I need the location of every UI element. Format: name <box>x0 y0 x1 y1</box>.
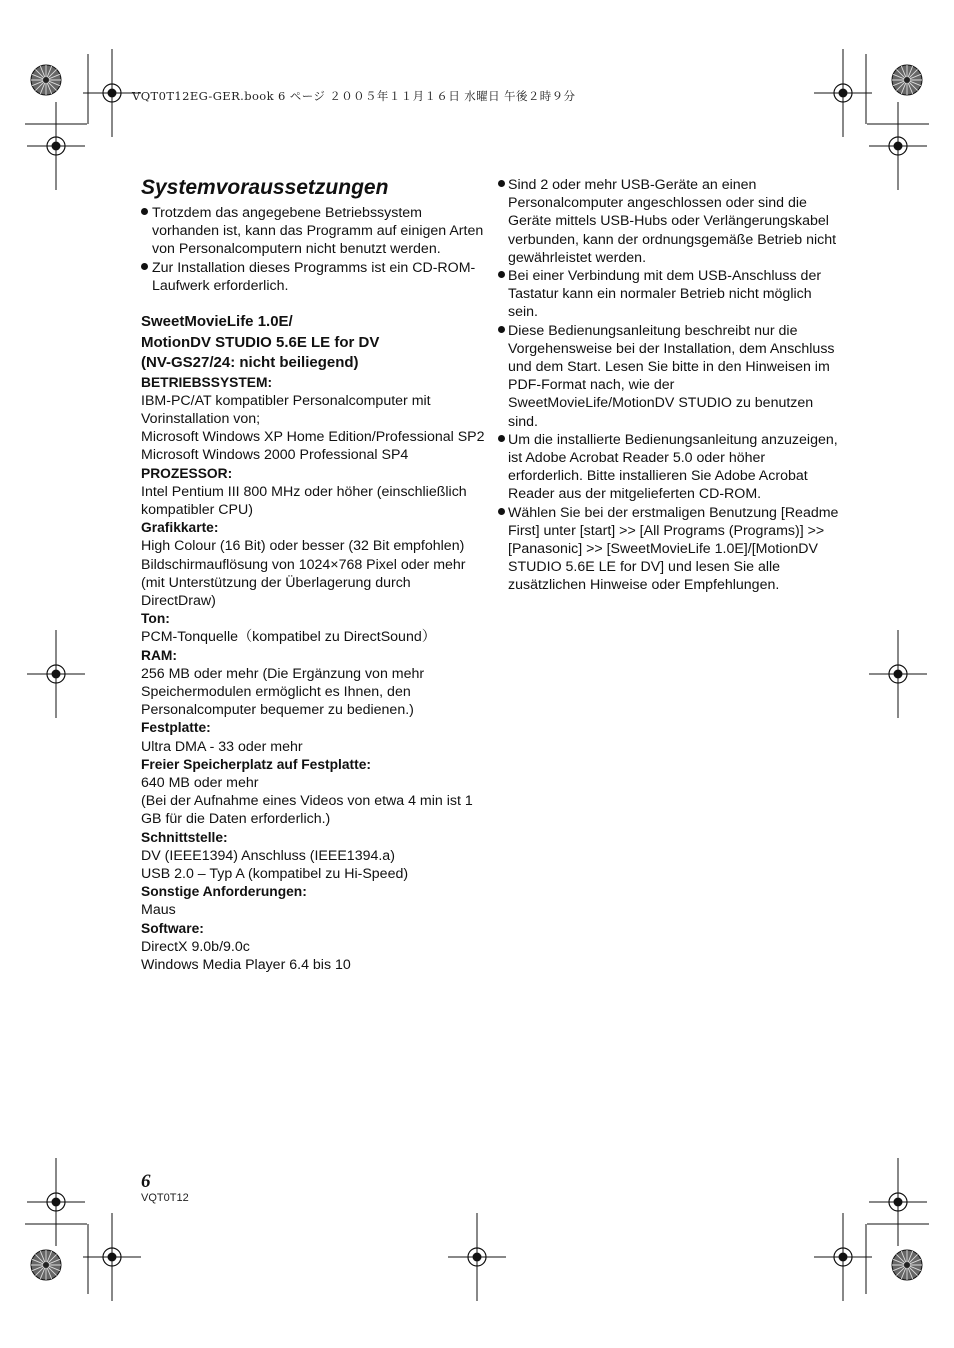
section-text: High Colour (16 Bit) oder besser (32 Bit empfohlen) <box>141 538 465 555</box>
section-text: DV (IEEE1394) Anschluss (IEEE1394.a) <box>141 847 395 864</box>
crosshair-mark <box>27 1158 85 1246</box>
bullet-text: Um die installierte Bedienungsanleitung anzuzeigen, ist Adobe Acrobat Reader 5.0 oder höher erforderlich. Bitte installieren Sie Adobe Acrobat Reader aus der mitgelieferten CD-ROM. <box>508 431 838 503</box>
section-text: Microsoft Windows 2000 Professional SP4 <box>141 447 409 464</box>
list-item <box>498 431 843 504</box>
dial-mark-top-right <box>892 65 922 95</box>
dial-mark-top-left <box>31 65 61 95</box>
bullet-dot-icon <box>141 208 148 215</box>
document-code: VQT0T12 <box>141 1192 189 1204</box>
section-text: Maus <box>141 902 176 919</box>
bullet-dot-icon <box>498 180 505 187</box>
dial-mark-bottom-right <box>892 1250 922 1280</box>
bullet-text: Sind 2 oder mehr USB-Geräte an einen Personalcomputer angeschlossen oder sind die Geräte mittels USB-Hubs oder Verlängerungskabel verbunden, kann der ordnungsgemäße Betrieb nicht gewährleistet werden. <box>508 177 837 266</box>
list-item <box>141 259 486 295</box>
section-text: Intel Pentium III 800 MHz oder höher (einschließlich kompatibler CPU) <box>141 483 467 518</box>
dial-mark-bottom-left <box>31 1250 61 1280</box>
section-label: Ton: <box>141 611 170 627</box>
print-header-info: VQT0T12EG-GER.book 6 ページ ２００５年１１月１６日 水曜日 午後２時９分 <box>132 89 576 103</box>
requirement-interface <box>141 829 486 884</box>
list-item <box>141 204 486 259</box>
bullet-text: Trotzdem das angegebene Betriebssystem vorhanden ist, kann das Programm auf einigen Arten von Personalcomputern nicht benutzt werden. <box>152 205 484 258</box>
crosshair-mark <box>27 630 85 718</box>
list-item <box>498 322 843 431</box>
right-column <box>498 176 843 595</box>
section-text: Bildschirmauflösung von 1024×768 Pixel oder mehr (mit Unterstützung der Überlagerung durch DirectDraw) <box>141 556 466 609</box>
section-text: IBM-PC/AT kompatibler Personalcomputer mit Vorinstallation von; <box>141 392 431 427</box>
crosshair-mark <box>448 1213 506 1301</box>
product-heading <box>141 312 486 374</box>
section-text: Ultra DMA - 33 oder mehr <box>141 738 303 755</box>
requirement-os <box>141 374 486 465</box>
crosshair-mark <box>814 49 872 137</box>
section-label: PROZESSOR: <box>141 465 233 481</box>
bullet-dot-icon <box>498 271 505 278</box>
section-label: Software: <box>141 920 204 936</box>
list-item <box>498 176 843 267</box>
section-text: 640 MB oder mehr <box>141 774 259 791</box>
product-heading-line: MotionDV STUDIO 5.6E LE for DV <box>141 333 380 351</box>
crosshair-mark <box>83 1213 141 1301</box>
requirement-graphics <box>141 519 486 610</box>
product-heading-line: (NV-GS27/24: nicht beiliegend) <box>141 354 359 372</box>
requirement-sound <box>141 610 486 646</box>
section-label: BETRIEBSSYSTEM: <box>141 374 273 390</box>
page-number: 6 <box>141 1171 151 1192</box>
right-bullet-list <box>498 176 843 595</box>
crosshair-mark <box>869 1158 927 1246</box>
left-column <box>141 175 486 974</box>
list-item <box>498 504 843 595</box>
bullet-dot-icon <box>498 326 505 333</box>
bullet-text: Diese Bedienungsanleitung beschreibt nur die Vorgehensweise bei der Installation, dem Anschluss und dem Start. Lesen Sie bitte in den Hinweisen im PDF-Format nach, wie der SweetMovieLife/MotionDV STUDIO zu benutzen sind. <box>508 322 835 430</box>
page-title: Systemvoraussetzungen <box>141 176 389 199</box>
bullet-text: Wählen Sie bei der erstmaligen Benutzung [Readme First] unter [start] >> [All Programs (Programs)] >> [Panasonic] >> [SweetMovieLife 1.0E]/[MotionDV STUDIO 5.6E LE for DV] und lesen Sie alle zusätzlichen Hinweise oder Empfehlungen. <box>508 504 839 594</box>
requirement-other <box>141 883 486 919</box>
section-label: Festplatte: <box>141 720 211 736</box>
section-label: Sonstige Anforderungen: <box>141 884 307 900</box>
bullet-dot-icon <box>498 435 505 442</box>
section-label: Grafikkarte: <box>141 520 219 536</box>
section-text: Windows Media Player 6.4 bis 10 <box>141 957 351 974</box>
requirement-software <box>141 920 486 975</box>
crosshair-mark <box>869 630 927 718</box>
list-item <box>498 267 843 322</box>
section-text: Microsoft Windows XP Home Edition/Professional SP2 <box>141 429 485 446</box>
bullet-dot-icon <box>498 508 505 515</box>
bullet-text: Zur Installation dieses Programms ist ein CD-ROM-Laufwerk erforderlich. <box>152 259 476 294</box>
section-text: DirectX 9.0b/9.0c <box>141 938 250 955</box>
requirement-hard-disk <box>141 719 486 755</box>
section-text: 256 MB oder mehr (Die Ergänzung von mehr Speichermodulen ermöglicht es Ihnen, den Personalcomputer bequemer zu bedienen.) <box>141 665 425 719</box>
section-label: Freier Speicherplatz auf Festplatte: <box>141 756 372 772</box>
left-bullet-list <box>141 204 486 295</box>
crosshair-mark <box>814 1213 872 1301</box>
section-label: Schnittstelle: <box>141 829 228 845</box>
bullet-text: Bei einer Verbindung mit dem USB-Anschluss der Tastatur kann ein normaler Betrieb nicht möglich sein. <box>508 268 822 321</box>
product-heading-line: SweetMovieLife 1.0E/ <box>141 313 293 331</box>
crosshair-mark <box>869 102 927 190</box>
section-text: (Bei der Aufnahme eines Videos von etwa 4 min ist 1 GB für die Daten erforderlich.) <box>141 793 473 828</box>
requirement-processor <box>141 465 486 520</box>
bullet-dot-icon <box>141 263 148 270</box>
crosshair-mark <box>27 102 85 190</box>
section-label: RAM: <box>141 647 178 663</box>
requirement-ram <box>141 647 486 720</box>
section-text: USB 2.0 – Typ A (kompatibel zu Hi-Speed) <box>141 866 409 882</box>
section-text: PCM-Tonquelle（kompatibel zu DirectSound） <box>141 629 436 646</box>
requirement-free-space <box>141 756 486 829</box>
